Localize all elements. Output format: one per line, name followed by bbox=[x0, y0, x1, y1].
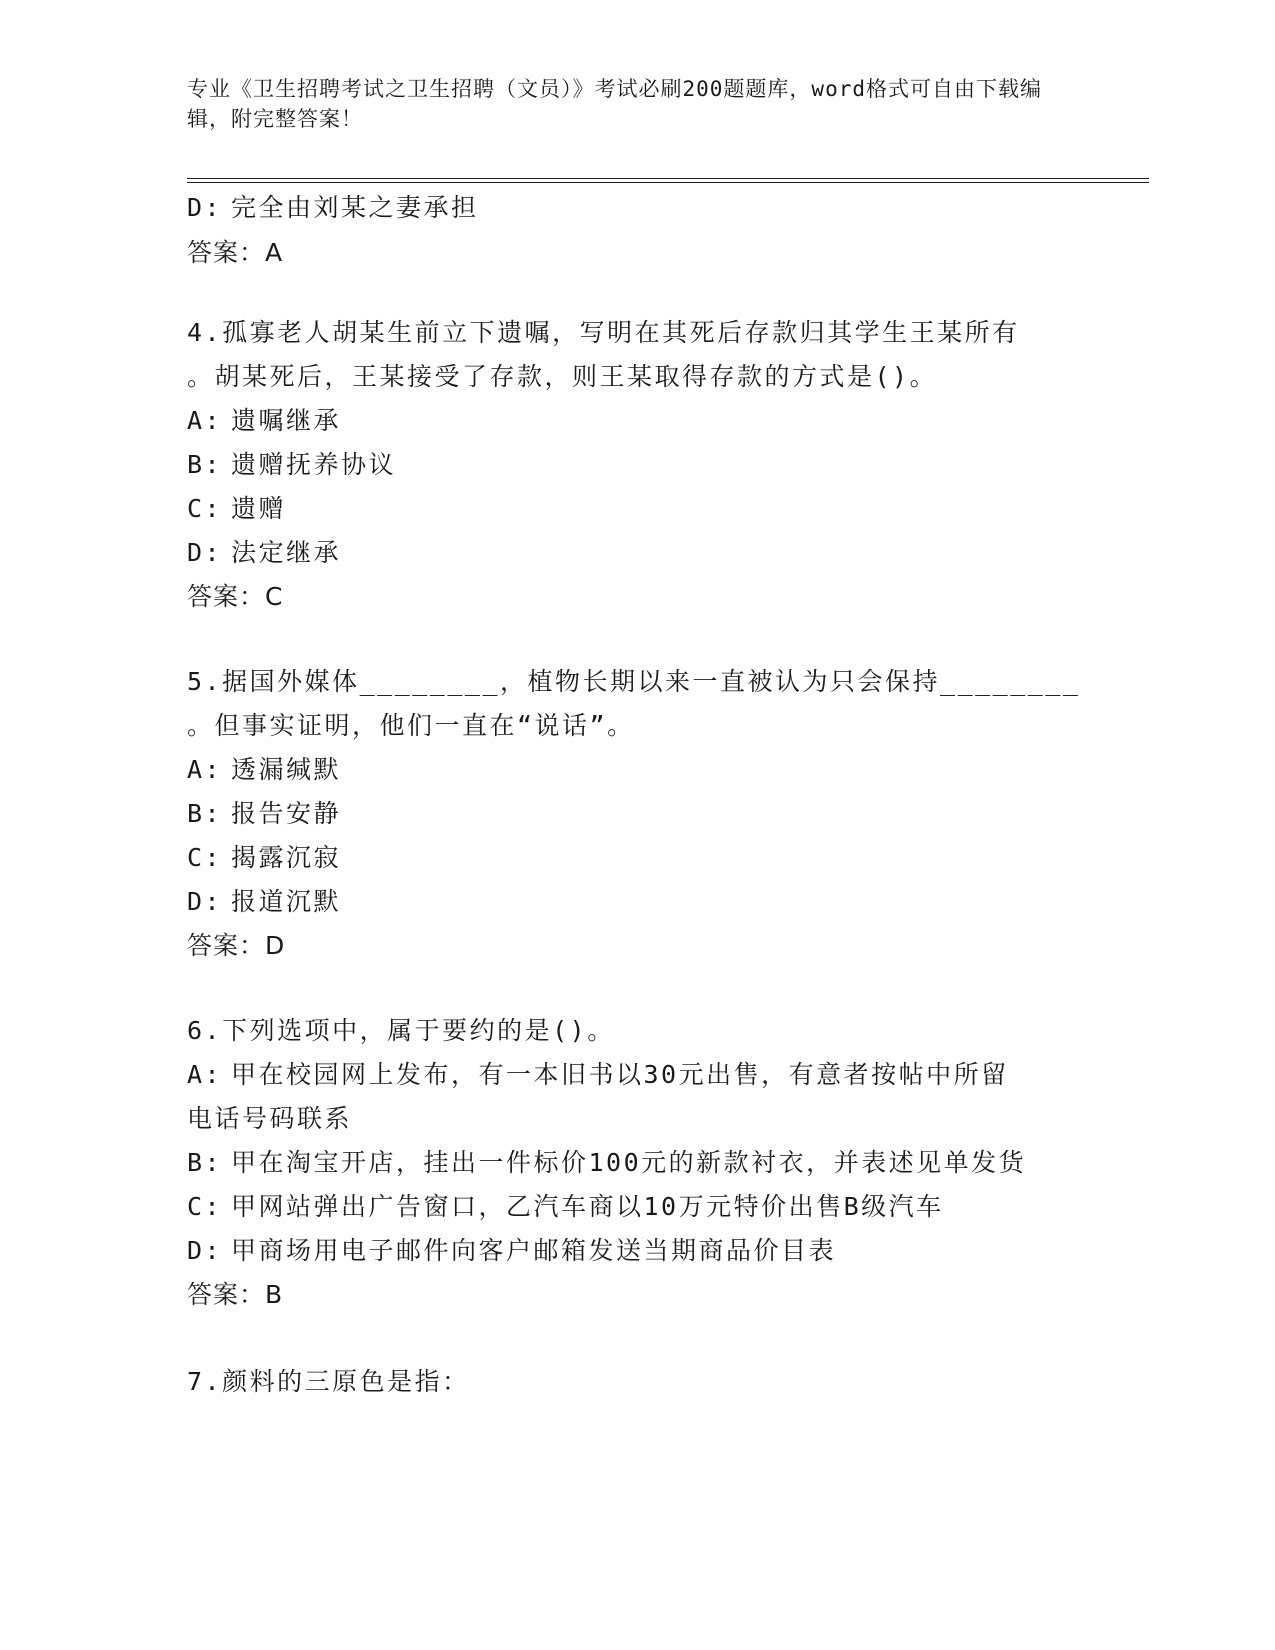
option-key: D: bbox=[187, 887, 223, 916]
option-key: A: bbox=[187, 406, 223, 435]
option-c bbox=[187, 842, 341, 874]
option-text: 报告安静 bbox=[231, 799, 342, 828]
option-text: 甲在淘宝开店，挂出一件标价100元的新款衬衣，并表述见单发货 bbox=[231, 1148, 1027, 1177]
option-d bbox=[187, 886, 341, 918]
option-text: 法定继承 bbox=[231, 538, 342, 567]
option-key: A: bbox=[187, 755, 223, 784]
answer-line: 答案：D bbox=[187, 931, 286, 960]
option-key: C: bbox=[187, 843, 223, 872]
option-a bbox=[187, 754, 341, 786]
option-key: D: bbox=[187, 1236, 223, 1265]
option-text: 甲在校园网上发布，有一本旧书以30元出售，有意者按帖中所留 bbox=[231, 1060, 1009, 1089]
option-key: D: bbox=[187, 538, 223, 567]
option-text: 透漏缄默 bbox=[231, 755, 342, 784]
answer-line: 答案：C bbox=[187, 582, 284, 611]
option-d bbox=[187, 1235, 836, 1267]
option-text: 揭露沉寂 bbox=[231, 843, 342, 872]
question-stem: 7.颜料的三原色是指： bbox=[187, 1367, 470, 1396]
option-text: 遗赠抚养协议 bbox=[231, 450, 397, 479]
option-text: 遗赠 bbox=[231, 494, 287, 523]
question-stem-cont: 。但事实证明，他们一直在“说话”。 bbox=[187, 711, 635, 740]
answer-line: 答案：B bbox=[187, 1280, 284, 1309]
option-a-cont: 电话号码联系 bbox=[187, 1104, 353, 1133]
option-key: C: bbox=[187, 494, 223, 523]
option-a bbox=[187, 405, 341, 437]
option-a bbox=[187, 1059, 1009, 1091]
header-rule-top bbox=[187, 178, 1149, 179]
option-key: B: bbox=[187, 799, 223, 828]
question-stem-cont: 。胡某死后，王某接受了存款，则王某取得存款的方式是()。 bbox=[187, 362, 938, 391]
option-c bbox=[187, 1191, 944, 1223]
option-key: B: bbox=[187, 450, 223, 479]
option-b bbox=[187, 798, 341, 830]
option-text: 甲网站弹出广告窗口，乙汽车商以10万元特价出售B级汽车 bbox=[231, 1192, 944, 1221]
option-key: B: bbox=[187, 1148, 223, 1177]
option-text: 报道沉默 bbox=[231, 887, 342, 916]
option-text: 甲商场用电子邮件向客户邮箱发送当期商品价目表 bbox=[231, 1236, 837, 1265]
option-b bbox=[187, 1147, 1026, 1179]
option-key: A: bbox=[187, 1060, 223, 1089]
question-stem: 6.下列选项中，属于要约的是()。 bbox=[187, 1016, 615, 1045]
option-text: 遗嘱继承 bbox=[231, 406, 342, 435]
question-stem: 5.据国外媒体________，植物长期以来一直被认为只会保持________ bbox=[187, 667, 1081, 696]
option-c bbox=[187, 493, 286, 525]
answer-line: 答案：A bbox=[187, 238, 284, 267]
option-key: C: bbox=[187, 1192, 223, 1221]
option-d bbox=[187, 537, 341, 569]
document-header: 专业《卫生招聘考试之卫生招聘（文员）》考试必刷200题题库，word格式可自由下载编辑，附完整答案！ bbox=[187, 77, 1042, 131]
question-stem: 4.孤寡老人胡某生前立下遗嘱，写明在其死后存款归其学生王某所有 bbox=[187, 318, 1020, 347]
header-rule-bottom bbox=[187, 182, 1149, 183]
option-b bbox=[187, 449, 396, 481]
option-key: D: bbox=[187, 193, 223, 222]
option-text: 完全由刘某之妻承担 bbox=[231, 193, 479, 222]
option-d bbox=[187, 192, 479, 224]
